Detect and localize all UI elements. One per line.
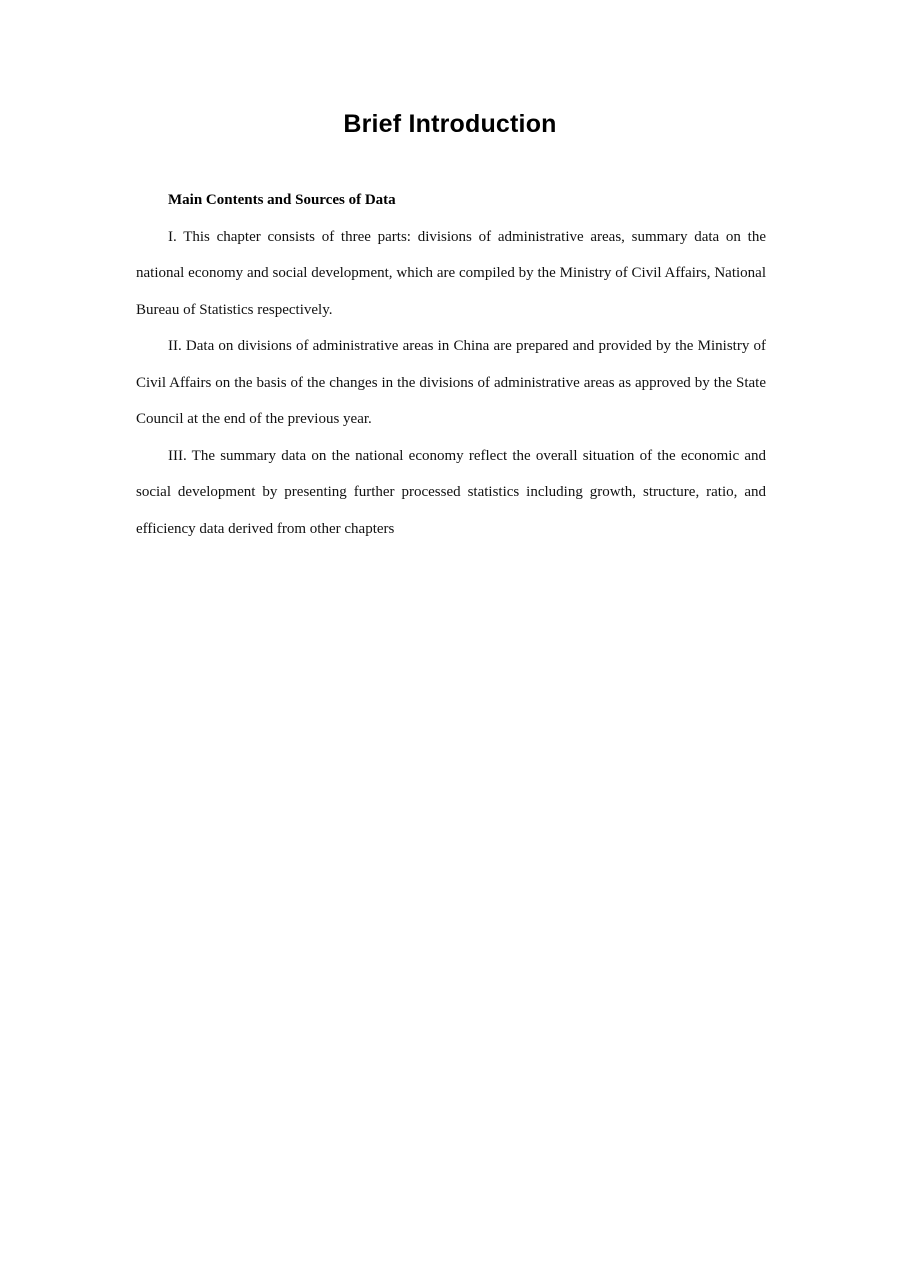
paragraph-1: I. This chapter consists of three parts: divisions of administrative areas, summary data on the national economy and social development, which are compiled by the Ministry of Civil Affairs, National Bureau of Statistics respectively.	[136, 228, 766, 318]
document-body	[136, 182, 766, 547]
page-title: Brief Introduction	[343, 110, 557, 138]
paragraph-3: III. The summary data on the national economy reflect the overall situation of the economic and social development by presenting further processed statistics including growth, structure, ratio, and efficiency data derived from other chapters	[136, 447, 766, 537]
section-heading: Main Contents and Sources of Data	[168, 192, 396, 208]
paragraph-2: II. Data on divisions of administrative areas in China are prepared and provided by the Ministry of Civil Affairs on the basis of the changes in the divisions of administrative areas as approved by the State Council at the end of the previous year.	[136, 338, 766, 427]
